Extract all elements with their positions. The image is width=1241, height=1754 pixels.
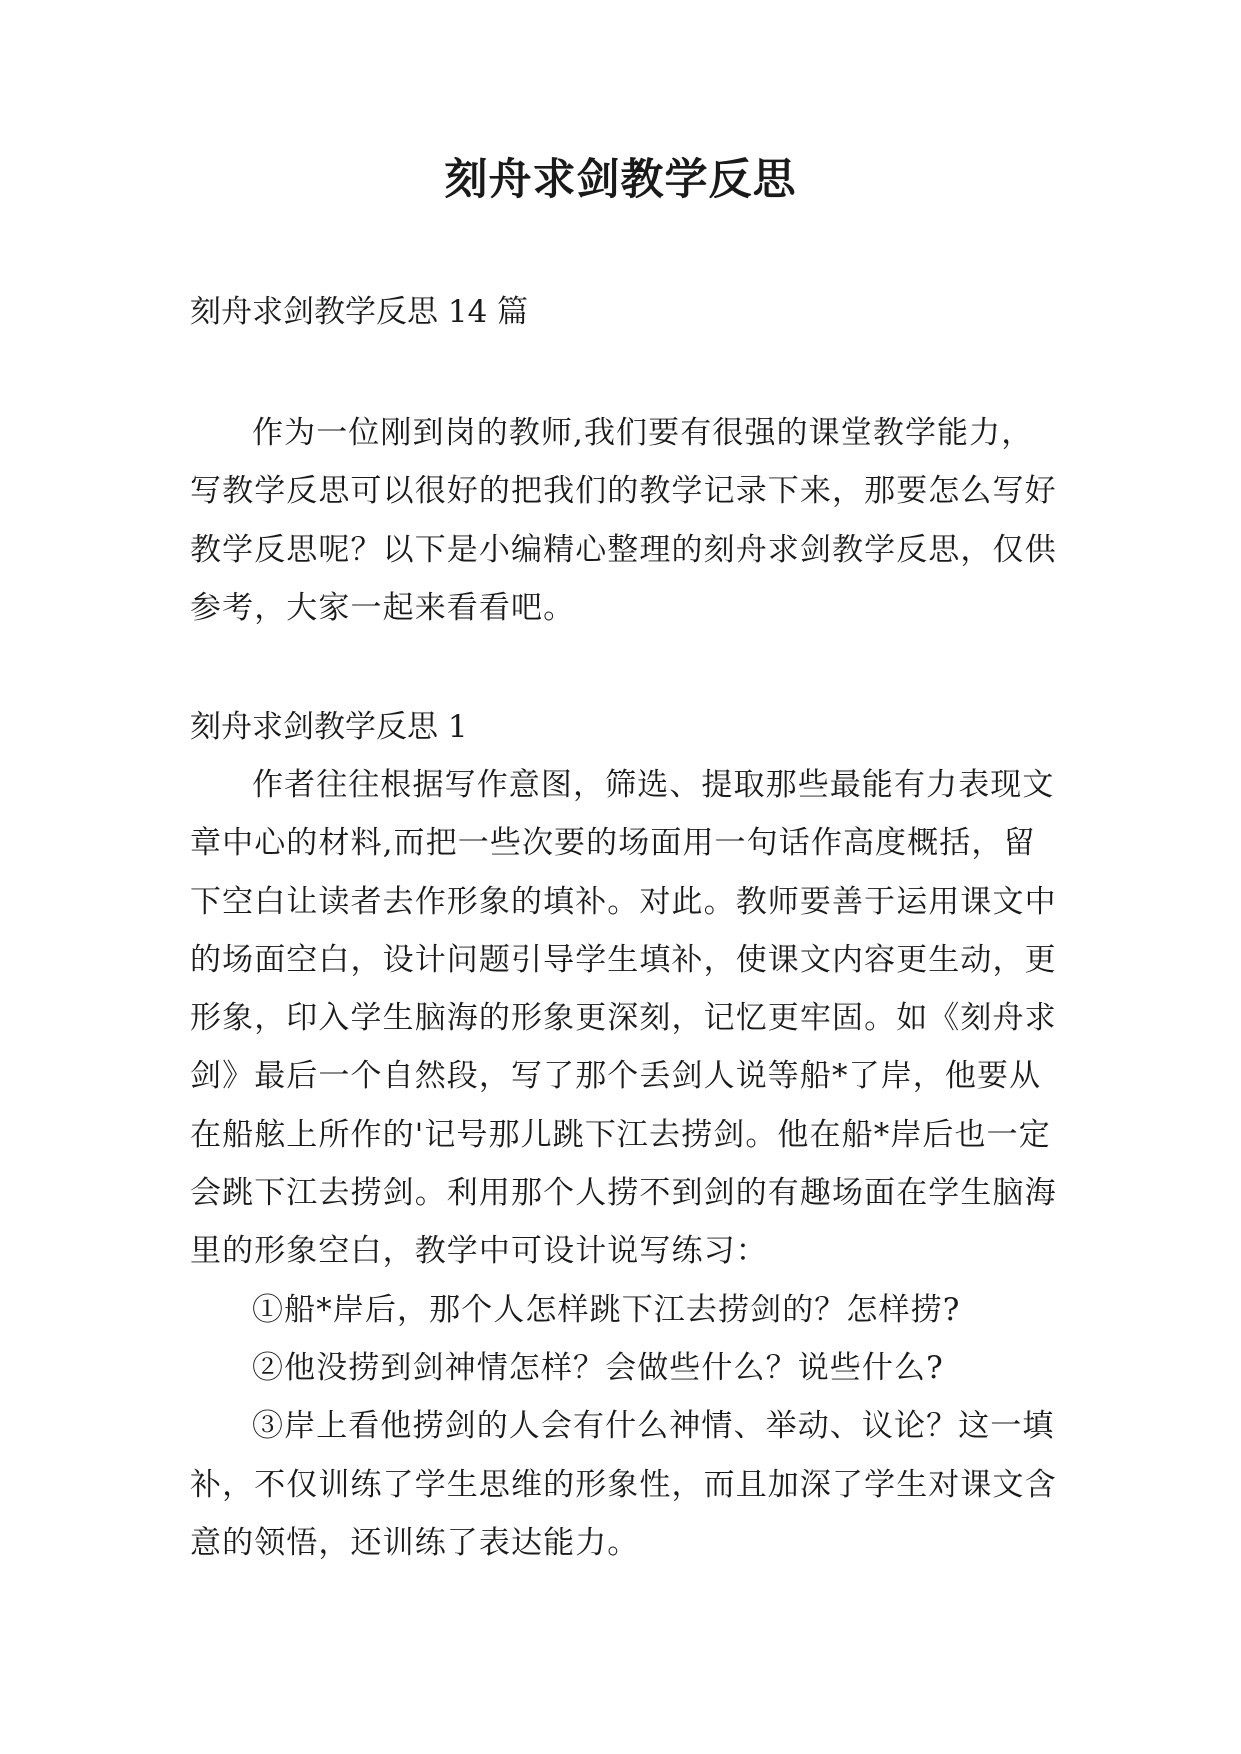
section-paragraph: ③岸上看他捞剑的人会有什么神情、举动、议论？这一填补，不仅训练了学生思维的形象性，而且加深了学生对课文含意的领悟，还训练了表达能力。 [190,1408,1057,1561]
section-heading: 刻舟求剑教学反思 1 [190,709,468,745]
section-body [190,756,1060,1572]
section-paragraph: ①船*岸后，那个人怎样跳下江去捞剑的？怎样捞? [252,1291,961,1328]
document-title: 刻舟求剑教学反思 [444,155,797,205]
section-paragraph: 作者往往根据写作意图，筛选、提取那些最能有力表现文章中心的材料,而把一些次要的场面用一句话作高度概括，留下空白让读者去作形象的填补。对此。教师要善于运用课文中的场面空白，设计问题引导学生填补，使课文内容更生动，更形象，印入学生脑海的形象更深刻，记忆更牢固。如《刻舟求剑》最后一个自然段，写了那个丢剑人说等船*了岸，他要从在船舷上所作的'记号那儿跳下江去捞剑。他在船*岸后也一定会跳下江去捞剑。利用那个人捞不到剑的有趣场面在学生脑海里的形象空白，教学中可设计说写练习： [190,767,1057,1270]
section-paragraph: ②他没捞到剑神情怎样？会做些什么？说些什么? [252,1349,944,1386]
intro-paragraph: 作为一位刚到岗的教师,我们要有很强的课堂教学能力，写教学反思可以很好的把我们的教学记录下来，那要怎么写好教学反思呢？以下是小编精心整理的刻舟求剑教学反思，仅供参考，大家一起来看看吧。 [190,415,1057,626]
document-subtitle: 刻舟求剑教学反思 14 篇 [190,294,529,330]
